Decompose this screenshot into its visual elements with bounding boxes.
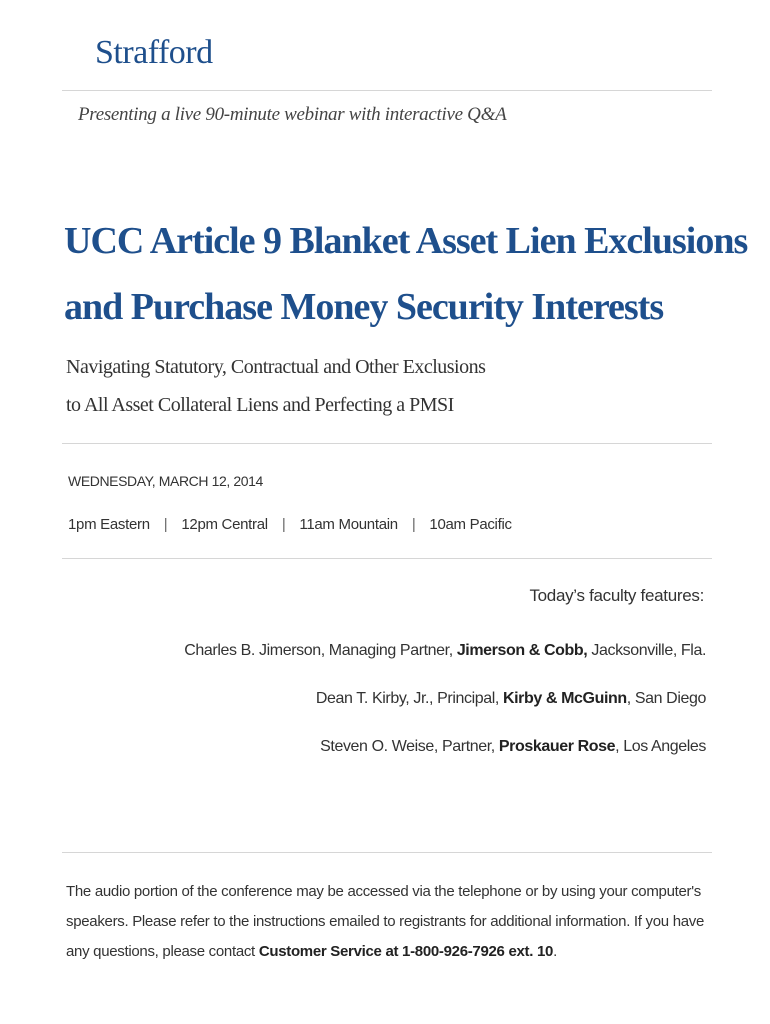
faculty-firm: Kirby & McGuinn [502, 690, 627, 707]
faculty-location: , San Diego [626, 690, 706, 707]
notice-end: . [553, 943, 557, 960]
faculty-member [184, 688, 706, 736]
faculty-intro: Today’s faculty features: [529, 586, 704, 605]
title-line-2: and Purchase Money Security Interests [64, 286, 664, 328]
time-separator: | [163, 516, 168, 533]
time-separator: | [411, 516, 416, 533]
faculty-name-role: Dean T. Kirby, Jr., Principal, [315, 690, 503, 707]
time-pacific: 10am Pacific [429, 516, 512, 533]
webinar-tagline: Presenting a live 90-minute webinar with interactive Q&A [78, 104, 507, 125]
faculty-name-role: Steven O. Weise, Partner, [320, 738, 499, 755]
customer-service-contact: Customer Service at 1-800-926-7926 ext. 10 [258, 943, 554, 960]
page-subtitle [66, 348, 485, 424]
webinar-times [68, 516, 512, 533]
webinar-date: WEDNESDAY, MARCH 12, 2014 [68, 473, 263, 489]
time-mountain: 11am Mountain [299, 516, 398, 533]
faculty-list [184, 640, 706, 784]
brand-logo: Strafford [95, 34, 213, 71]
time-central: 12pm Central [181, 516, 268, 533]
faculty-location: Jacksonville, Fla. [587, 642, 706, 659]
notice-text: The audio portion of the conference may be accessed via the telephone or by using your computer's speakers. Please refer to the instructions emailed to registrants for additional information. If you have any questions, please contact [66, 883, 705, 960]
time-separator: | [281, 516, 286, 533]
title-line-1: UCC Article 9 Blanket Asset Lien Exclusions [64, 220, 748, 262]
subtitle-line-2: to All Asset Collateral Liens and Perfecting a PMSI [66, 394, 454, 416]
faculty-member [184, 640, 706, 688]
faculty-location: , Los Angeles [615, 738, 706, 755]
page-title [64, 208, 748, 340]
subtitle-line-1: Navigating Statutory, Contractual and Other Exclusions [66, 356, 486, 378]
notice-divider [62, 852, 712, 853]
time-eastern: 1pm Eastern [68, 516, 150, 533]
schedule-divider-top [62, 443, 712, 444]
schedule-divider-bottom [62, 558, 712, 559]
faculty-firm: Jimerson & Cobb, [456, 642, 588, 659]
header-divider [62, 90, 712, 91]
faculty-firm: Proskauer Rose [498, 738, 616, 755]
faculty-name-role: Charles B. Jimerson, Managing Partner, [184, 642, 457, 659]
audio-notice [66, 877, 706, 967]
faculty-member [184, 736, 706, 784]
